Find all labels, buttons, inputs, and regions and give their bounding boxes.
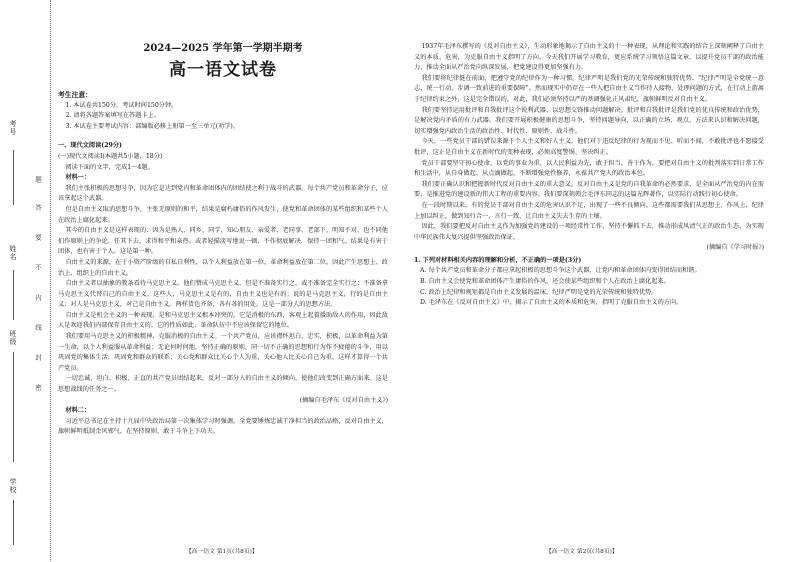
option-d[interactable]: D. 毛泽东在《反对自由主义》中，揭示了自由主义的本质和危害，指明了克服自由主义的方向。 <box>420 299 683 307</box>
paragraph: 一切忠诚、坦白、积极、正直的共产党员团结起来，反对一部分人的自由主义的倾向，使他们改变到正确方面来。这是思想战线的任务之一。 <box>58 375 388 394</box>
source-citation: (摘编自毛泽东《反对自由主义》) <box>299 396 388 404</box>
notice-item: 2. 请将各题答案填写在答题卡上。 <box>65 112 160 120</box>
paragraph: 习近平总书记在主持十九届中央政治局第一次集体学习时强调，全党要锤炼忠诚干净担当的政治品格，反对自由主义，旗帜鲜明抵制歪风邪气，在坚持原则、敢于斗争上下功夫。 <box>58 417 388 436</box>
question-1: 1. 下列对材料相关内容的理解和分析，不正确的一项是(3分) <box>414 256 582 264</box>
binding-margin <box>0 0 51 562</box>
page-1 <box>58 36 388 438</box>
seal-char: 密 <box>34 384 42 403</box>
notice-item: 3. 本试卷主要考试内容：部编版必修上册第一至三单元(劝学)。 <box>65 122 240 130</box>
paragraph: 自由主义的来源，在于小资产阶级的自私自利性，以个人利益放在第一位，革命利益放在第二位，因此产生思想上、政治上、组织上的自由主义。 <box>58 258 388 277</box>
paragraph: 1937年毛泽东撰写的《反对自由主义》，生动形象地揭示了自由主义的十一种表现，从理论和实践的结合上深刻阐释了自由主义的本质、危害，为克服自由主义指明了方向。今天我们开展学习教育，更应系统学习领悟这篇文章，以提升党员干部的政治能力，推动全面从严治党向纵深发展，把党建设得更加坚强有力。 <box>414 43 764 72</box>
exam-title: 2024—2025 学年第一学期半期考 <box>143 43 303 54</box>
paragraph: 我们要正确认识和把握新时代反对自由主义的重大意义。反对自由主义是党的自我革命的必然要求，是全面从严治党的内在需要，是推进党的建设新的伟大工程的重要内容。我们要深刻领会毛泽东同志的这篇光辉著作，以实际行动践行初心使命。 <box>414 180 764 199</box>
material-label: 材料二： <box>65 407 91 415</box>
seal-char: 不 <box>34 264 42 283</box>
seal-char: 要 <box>34 234 42 253</box>
seal-char: 线 <box>34 324 42 343</box>
page-footer-right: 【高一语文 第2页(共8页)】 <box>546 549 618 555</box>
option-b[interactable]: B. 自由主义会使党和革命团体产生庸俗的作风，还会使某些组织和个人在政治上腐化起来。 <box>420 278 670 286</box>
exam-number-field[interactable] <box>13 150 14 205</box>
paragraph: 我们主张积极的思想斗争，因为它是达到党内和革命团体内的团结使之利于战斗的武器。每个共产党员和革命分子，应该拿起这个武器。 <box>58 184 388 203</box>
paragraph: 其今的自由主义是这样表现的：因为是熟人、同乡、同学、知心朋友、亲爱者、老同事、老部下，明知不对，也不同他们作原则上的争论，任其下去，求得和平和亲热。或者轻描淡写地说一顿，不作彻底解决，保持一团和气。结果是有害于团体，也有害于个人。这是第一种。 <box>58 227 388 256</box>
paragraph: 但是自由主义取消思想斗争，主张无原则的和平，结果是腐朽庸俗的作风发生，使党和革命团体的某些组织和某些个人在政治上腐化起来。 <box>58 205 388 224</box>
paragraph: 今天，一些党员干部的错误来源于个人主义和好人主义。他们对于违反纪律的行为视而不见、听而不闻，不敢批评也不愿接受批评，这正是自由主义在新时代的变种表现，必须高度警惕、坚决纠正。 <box>414 138 764 156</box>
paragraph: 我们要将纪律挺在前面，把遵守党的纪律作为一种习惯。纪律严明是我们党的光荣传统和独特优势。“纪律严明是全党统一意志、统一行动、步调一致前进的重要保障”。然而现实中仍存在一些人把自由主义当作待人接物、处理问题的方式，在行动上游离于纪律约束之外，这是完全错误的。对此，我们必须坚持以严的基调强化正风肃纪，旗帜鲜明反对自由主义。 <box>414 74 764 103</box>
seal-char: 题 <box>34 176 42 195</box>
exam-number-label: 考号 <box>9 120 17 136</box>
option-a[interactable]: A. 每个共产党员和革命分子都应拿起积极的思想斗争这个武器，让党内和革命团体内变得团结而和谐。 <box>420 267 701 275</box>
seal-char: 答 <box>34 204 42 223</box>
paragraph: 我们要用马克思主义的积极精神，克服消极的自由主义。一个共产党员，应该襟怀坦白，忠实，积极，以革命利益为第一生命，以个人利益服从革命利益；无论何时何地，坚持正确的原则，同一切不正确的思想和行为作不疲倦的斗争，用以巩固党的集体生活，巩固党和群众的联系；关心党和群众比关心个人为重，关心他人比关心自己为重。这样才算得一个共产党员。 <box>58 333 388 372</box>
paragraph: 我们要坚持运用批评和自我批评这个锐利武器，以思想交锋推动问题解决。批评和自我批评是我们党的优良传统和政治优势，是解决党内矛盾的有力武器。我们要开展积极健康的思想斗争，坚持问题导向，以正确的立场、观点、方法来认识和解决问题，切实增强党内政治生活的政治性、时代性、原则性、战斗性。 <box>414 106 764 135</box>
name-field[interactable] <box>13 270 14 320</box>
paragraph: 因此，我们要把反对自由主义作为加强党的建设的一项经常性工作，坚持不懈抓下去，推动形成风清气正的政治生态，为实现中华民族伟大复兴提供坚强政治保证。 <box>414 223 764 241</box>
page-footer-left: 【高一语文 第1页(共8页)】 <box>186 549 258 555</box>
school-field[interactable] <box>13 500 14 545</box>
paragraph: 党员干部要坚守初心使命，以党的事业为重，以人民利益为先，敢于担当、善于作为。要把对自由主义的批判落实到日常工作和生活中，从自身做起、从点滴做起，不断增强党性修养，永葆共产党人的政治本色。 <box>414 159 764 178</box>
source-citation: (摘编自《学习时报》) <box>706 244 764 252</box>
notice-item: 1. 本试卷共150分，考试时间150分钟。 <box>65 101 178 109</box>
seal-char: 内 <box>34 294 42 313</box>
subsection-title: (一)现代文阅读Ⅰ(本题共5小题，18分) <box>58 152 163 160</box>
paragraph: 自由主义者以抽象的教条看待马克思主义。他们赞成马克思主义，但是不准备实行之，或不准备完全实行之；不准备拿马克思主义代替自己的自由主义。这些人，马克思主义是有的，自由主义也是有的；说的是马克思主义，行的是自由主义；对人是马克思主义，对己是自由主义。两样货色齐备，各有各的用处。这是一部分人的思想方法。 <box>58 280 388 309</box>
paragraph: 自由主义是机会主义的一种表现，是和马克思主义根本冲突的。它是消极的东西，客观上起着援助敌人的作用，因此敌人是欢迎我们内部保存自由主义的。它的性质如此，革命队伍中不应该保留它的地位。 <box>58 311 388 330</box>
option-c[interactable]: C. 政治上纪律和规矩都是自由主义发展的温床，纪律严明是党的光荣传统和独特优势。 <box>420 288 658 296</box>
notice-title: 考生注意： <box>58 91 92 99</box>
class-field[interactable] <box>13 352 14 462</box>
paragraph: 在一段时期以来，有的党员干部对自由主义的危害认识不足，出现了一些不良倾向。这些都需要我们从思想上、作风上、纪律上加以纠正，做到知行合一、言行一致，让自由主义失去生存的土壤。 <box>414 201 764 220</box>
school-label: 学校 <box>9 478 17 494</box>
name-label: 姓名 <box>9 245 17 261</box>
reading-instruction: 阅读下面的文字，完成1～4题。 <box>65 163 154 171</box>
seal-char: 封 <box>34 354 42 373</box>
material-label: 材料一： <box>65 174 91 182</box>
paper-title: 高一语文试卷 <box>169 60 277 80</box>
page-2 <box>414 42 764 309</box>
class-label: 班级 <box>9 330 17 346</box>
section-title: 一、现代文阅读(29分) <box>58 142 122 150</box>
